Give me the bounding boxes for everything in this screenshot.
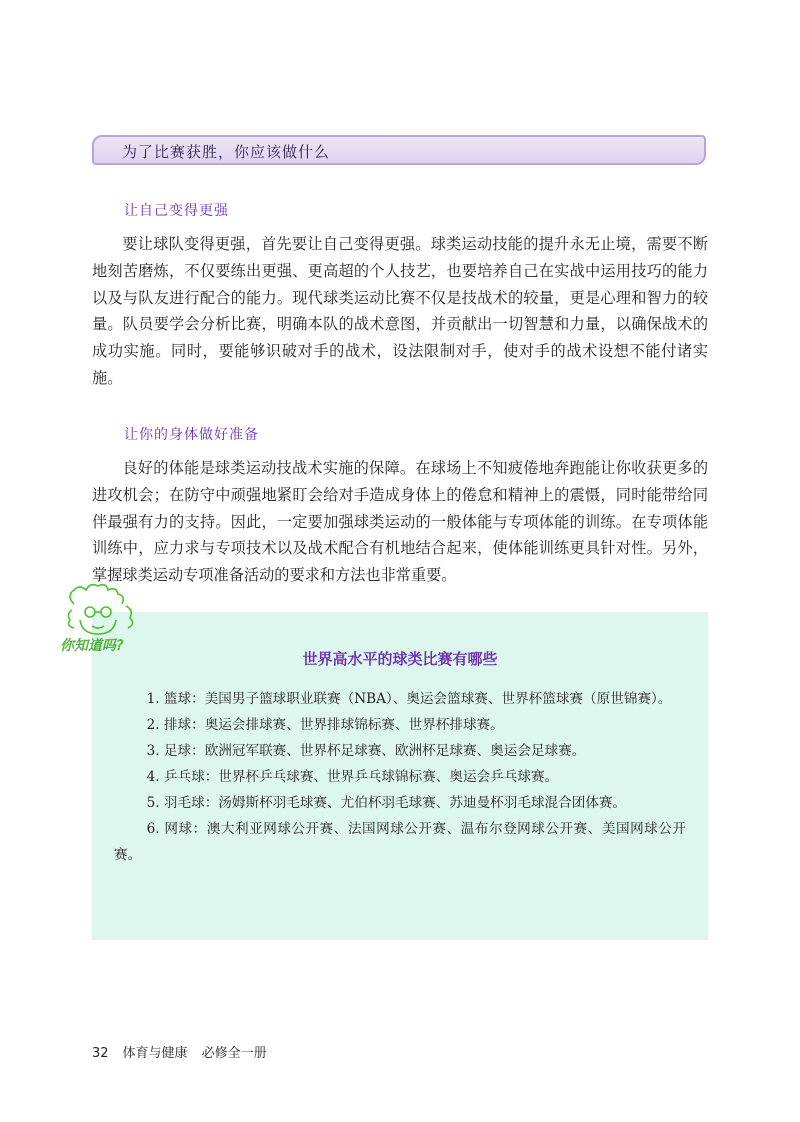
paragraph-body-prep: 良好的体能是球类运动技战术实施的保障。在球场上不知疲倦地奔跑能让你收获更多的进攻机会；在防守中顽强地紧盯会给对手造成身体上的倦怠和精神上的震慑，同时能带给同伴最强有力的支持。因此，一定要加强球类运动的一般体能与专项体能的训练。在专项体能训练中，应力求与专项技术以及战术配合有机地结合起来，使体能训练更具针对性。另外，掌握球类运动专项准备活动的要求和方法也非常重要。 (92, 459, 708, 585)
list-item: 2. 排球：奥运会排球赛、世界排球锦标赛、世界杯排球赛。 (146, 717, 504, 733)
list-item: 6. 网球：澳大利亚网球公开赛、法国网球公开赛、温布尔登网球公开赛、美国网球公开赛。 (114, 821, 686, 863)
page-footer (92, 1042, 267, 1061)
section-banner (92, 135, 706, 165)
book-title: 体育与健康 (122, 1046, 188, 1061)
section-title: 为了比赛获胜，你应该做什么 (122, 143, 331, 161)
paragraph-stronger: 要让球队变得更强，首先要让自己变得更强。球类运动技能的提升永无止境，需要不断地刻苦磨炼，不仅要练出更强、更高超的个人技艺，也要培养自己在实战中运用技巧的能力以及与队友进行配合的能力。现代球类运动比赛不仅是技战术的较量，更是心理和智力的较量。队员要学会分析比赛，明确本队的战术意图，并贡献出一切智慧和力量，以确保战术的成功实施。同时，要能够识破对手的战术，设法限制对手，使对手的战术设想不能付诸实施。 (92, 235, 708, 387)
book-volume: 必修全一册 (201, 1046, 267, 1061)
did-you-know-badge: 你知道吗? (60, 638, 124, 654)
list-item: 4. 乒乓球：世界杯乒乓球赛、世界乒乓球锦标赛、奥运会乒乓球赛。 (146, 769, 559, 785)
info-box-title: 世界高水平的球类比赛有哪些 (302, 650, 498, 668)
list-item: 1. 篮球：美国男子篮球职业联赛（NBA）、奥运会篮球赛、世界杯篮球赛（原世锦赛）。 (146, 691, 672, 707)
subheading-stronger: 让自己变得更强 (124, 203, 229, 219)
competition-list (114, 686, 686, 868)
list-item: 5. 羽毛球：汤姆斯杯羽毛球赛、尤伯杯羽毛球赛、苏迪曼杯羽毛球混合团体赛。 (146, 795, 627, 811)
list-item: 3. 足球：欧洲冠军联赛、世界杯足球赛、欧洲杯足球赛、奥运会足球赛。 (146, 743, 586, 759)
did-you-know-box (92, 612, 708, 940)
did-you-know-mascot (58, 584, 154, 656)
page-number: 32 (92, 1046, 109, 1061)
professor-icon (58, 584, 154, 656)
subheading-body-prep: 让你的身体做好准备 (124, 427, 259, 443)
